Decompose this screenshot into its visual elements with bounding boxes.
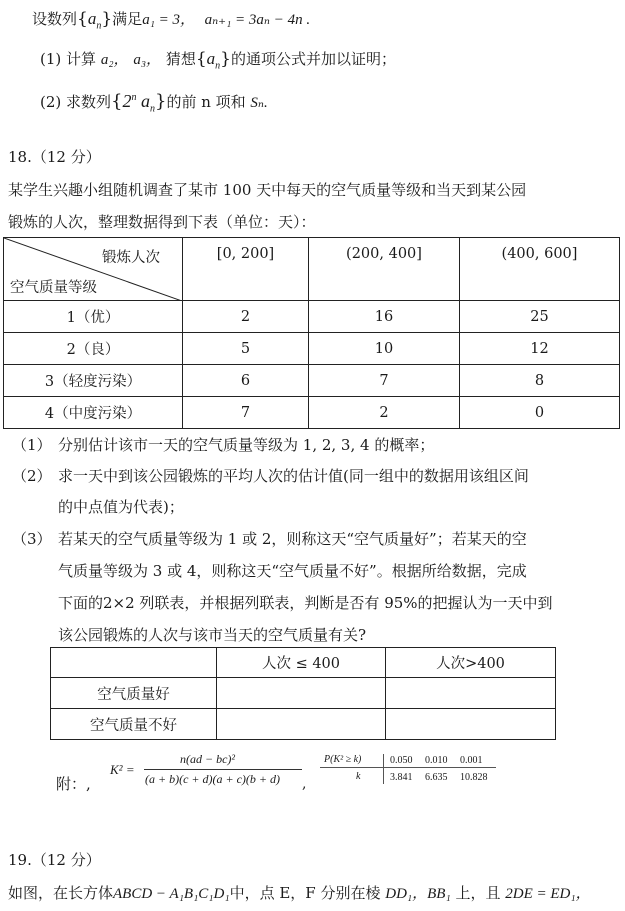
corner-bottom-label: 空气质量等级 (10, 280, 97, 296)
contingency-row-label: 空气质量好 (51, 678, 217, 709)
k-value: 3.841 (390, 772, 413, 783)
table-cell: 7 (183, 397, 309, 429)
p19-text-2: 中，点 E，F 分别在棱 (229, 884, 381, 902)
q3-number: （3） (12, 530, 52, 548)
p19-relation: 2DE = ED₁， (505, 886, 591, 902)
contingency-table (50, 647, 556, 740)
contingency-cell (217, 678, 386, 709)
p17-part2-rest: 的前 n 项和 (166, 93, 246, 111)
p17-text-prefix: 设数列 (32, 10, 78, 28)
sequence-an-braced-2: $\{a_n\}$ (195, 49, 231, 72)
appendix-label: 附：, (56, 775, 91, 793)
table-cell: 0 (460, 397, 620, 429)
critical-value-table (320, 754, 500, 786)
corner-top-label: 锻炼人次 (102, 250, 160, 266)
p17-part1-rest: 的通项公式并加以证明； (230, 50, 396, 68)
contingency-cell (386, 709, 556, 740)
table-cell: 8 (460, 365, 620, 397)
table-cell: 6 (183, 365, 309, 397)
table-cell: 5 (183, 333, 309, 365)
p17-eq-a1: a₁ = 3， (142, 12, 196, 28)
p17-part1-a3: a₃， (133, 52, 162, 68)
k2-denominator: (a + b)(c + d)(a + c)(b + d) (145, 772, 281, 786)
p17-part1-guess: 猜想 (165, 50, 196, 68)
p19-header: 19.（12 分） (8, 851, 101, 869)
q3-line3: 下面的2×2 列联表，并根据列联表，判断是否有 95%的把握认为一天中到 (58, 594, 553, 612)
sequence-2n-an-braced: {2$^n$ $a_n$} (111, 91, 167, 115)
q2-line1: 求一天中到该公园锻炼的平均人次的估计值(同一组中的数据用该组区间 (58, 467, 529, 485)
p19-edges: DD₁，BB₁ (385, 886, 451, 902)
k-value: 6.635 (425, 772, 448, 783)
col-header-1: [0, 200] (183, 238, 309, 301)
contingency-row-label: 空气质量不好 (51, 709, 217, 740)
ptable-hline (320, 767, 496, 768)
ptable-vline (383, 754, 384, 784)
p17-part1-a2: a₂， (100, 52, 129, 68)
p17-part2-sn: Sₙ. (250, 95, 268, 111)
row-label: 2（良） (4, 333, 183, 365)
q1-number: （1） (12, 436, 52, 454)
col-header-3: (400, 600] (460, 238, 620, 301)
air-quality-table (3, 237, 620, 429)
contingency-cell (217, 709, 386, 740)
p17-line1 (32, 9, 311, 32)
q1-text: 分别估计该市一天的空气质量等级为 1, 2, 3, 4 的概率； (58, 436, 435, 454)
row-label: 1（优） (4, 301, 183, 333)
sequence-an-braced: $\{a_n\}$ (77, 9, 113, 32)
table-corner-cell (4, 238, 183, 301)
p-row-label: P(K² ≥ k) (324, 754, 362, 765)
p19-text-3: 上，且 (455, 884, 501, 902)
q3-line4: 该公园锻炼的人次与该市当天的空气质量有关? (58, 626, 367, 644)
p18-header: 18.（12 分） (8, 148, 101, 166)
k2-numerator: n(ad − bc)² (180, 752, 236, 766)
p-value: 0.050 (390, 755, 413, 766)
p-value: 0.001 (460, 755, 483, 766)
k-row-label: k (356, 771, 361, 782)
row-label: 3（轻度污染） (4, 365, 183, 397)
k2-comma: , (302, 776, 307, 792)
p18-intro-line2: 锻炼的人次，整理数据得到下表（单位：天）： (8, 213, 316, 231)
k2-fraction-bar (144, 769, 302, 770)
contingency-col-2: 人次>400 (386, 648, 556, 678)
col-header-2: (200, 400] (309, 238, 460, 301)
p19-line1 (8, 886, 591, 902)
table-cell: 16 (309, 301, 460, 333)
contingency-cell (386, 678, 556, 709)
p17-eq-recurrence: aₙ₊₁ = 3aₙ − 4n . (204, 12, 311, 28)
p17-part2-label: (2) 求数列 (40, 93, 112, 111)
table-cell: 12 (460, 333, 620, 365)
q2-number: （2） (12, 467, 52, 485)
p19-text-1: 如图，在长方体 (8, 884, 114, 902)
q3-line2: 气质量等级为 3 或 4，则称这天“空气质量不好”。根据所给数据，完成 (58, 562, 527, 580)
table-cell: 7 (309, 365, 460, 397)
table-cell: 25 (460, 301, 620, 333)
q2-line2: 的中点值为代表)； (58, 498, 184, 516)
p17-part1 (40, 49, 396, 72)
p17-part2 (40, 91, 268, 115)
table-cell: 2 (309, 397, 460, 429)
p17-text-satisfy: 满足 (112, 10, 143, 28)
q3-line1: 若某天的空气质量等级为 1 或 2，则称这天“空气质量好”；若某天的空 (58, 530, 527, 548)
table-cell: 10 (309, 333, 460, 365)
row-label: 4（中度污染） (4, 397, 183, 429)
p18-intro-line1: 某学生兴趣小组随机调查了某市 100 天中每天的空气质量等级和当天到某公园 (8, 181, 527, 199)
p19-cuboid: ABCD − A₁B₁C₁D₁ (113, 886, 230, 902)
p-value: 0.010 (425, 755, 448, 766)
contingency-corner (51, 648, 217, 678)
contingency-col-1: 人次 ≤ 400 (217, 648, 386, 678)
table-cell: 2 (183, 301, 309, 333)
k2-lhs: K² = (110, 762, 135, 777)
p17-part1-label: (1) 计算 (40, 50, 97, 68)
k-value: 10.828 (460, 772, 488, 783)
